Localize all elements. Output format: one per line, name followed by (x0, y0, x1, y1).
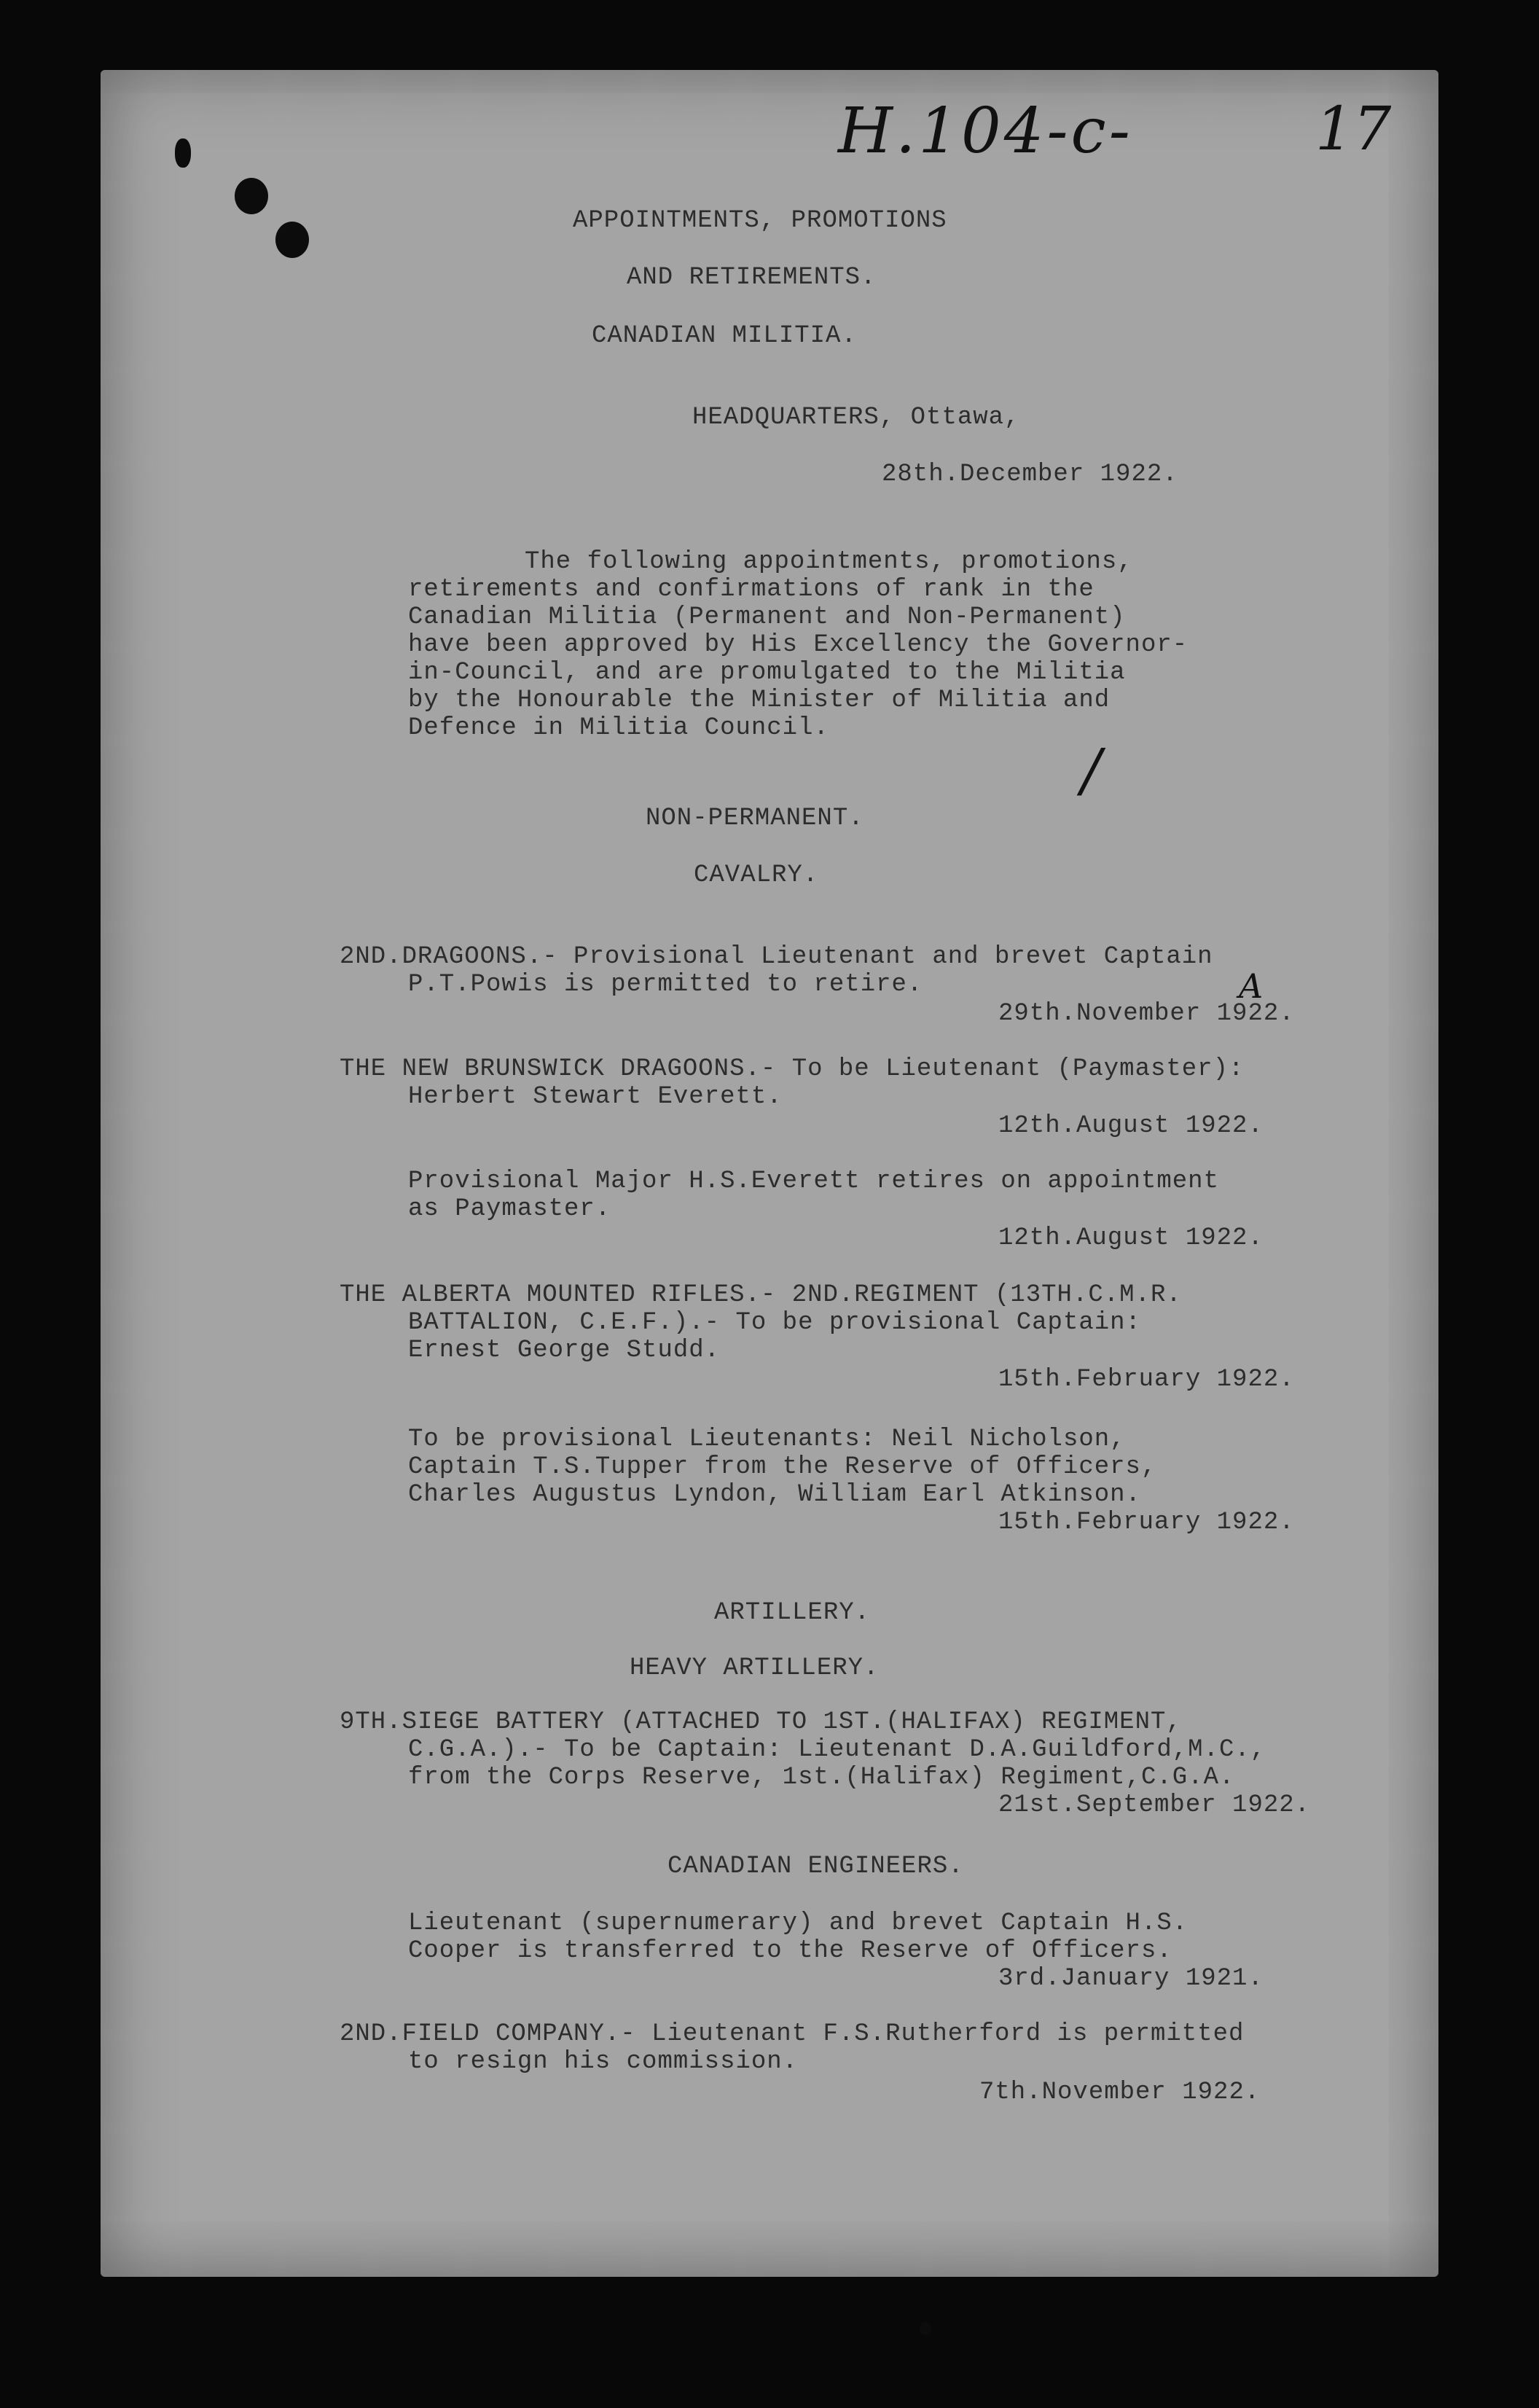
place-line: HEADQUARTERS, Ottawa, (692, 404, 1020, 431)
section-heading: HEAVY ARTILLERY. (630, 1654, 880, 1682)
punch-hole (235, 178, 268, 214)
preamble-line: by the Honourable the Minister of Militia and (408, 687, 1111, 714)
entry-date: 15th.February 1922. (998, 1509, 1295, 1536)
preamble-line: Defence in Militia Council. (408, 714, 829, 742)
section-heading: NON-PERMANENT. (646, 805, 864, 832)
entry-date: 29th.November 1922. (998, 1000, 1295, 1028)
entry-date: 12th.August 1922. (998, 1224, 1264, 1252)
page-number-annotation: 17 (1315, 95, 1392, 164)
entry-line: Lieutenant (supernumerary) and brevet Captain H.S. (408, 1909, 1188, 1937)
entry-line: Cooper is transferred to the Reserve of Officers. (408, 1937, 1172, 1965)
section-heading: CANADIAN ENGINEERS. (667, 1853, 964, 1880)
entry-line: Ernest George Studd. (408, 1337, 721, 1364)
entry-line: BATTALION, C.E.F.).- To be provisional Captain: (408, 1309, 1141, 1337)
entry-line: To be provisional Lieutenants: Neil Nicholson, (408, 1426, 1126, 1453)
entry-date: 15th.February 1922. (998, 1366, 1295, 1393)
punch-hole (275, 222, 309, 258)
document-title: APPOINTMENTS, PROMOTIONS (573, 207, 947, 235)
entry-line: Herbert Stewart Everett. (408, 1083, 783, 1111)
entry-line: 9TH.SIEGE BATTERY (ATTACHED TO 1ST.(HALIFAX) REGIMENT, (340, 1708, 1182, 1736)
ink-blot (175, 138, 191, 168)
entry-date: 12th.August 1922. (998, 1112, 1264, 1140)
entry-line: THE NEW BRUNSWICK DRAGOONS.- To be Lieutenant (Paymaster): (340, 1055, 1245, 1083)
document-title: AND RETIREMENTS. (627, 264, 877, 292)
entry-line: P.T.Powis is permitted to retire. (408, 971, 923, 998)
preamble-line: Canadian Militia (Permanent and Non-Permanent) (408, 603, 1126, 631)
section-heading: ARTILLERY. (714, 1599, 871, 1627)
preamble-line: have been approved by His Excellency the Governor- (408, 631, 1188, 659)
entry-line: as Paymaster. (408, 1195, 611, 1223)
entry-date: 7th.November 1922. (979, 2079, 1261, 2106)
entry-line: Provisional Major H.S.Everett retires on appointment (408, 1168, 1219, 1195)
entry-line: 2ND.DRAGOONS.- Provisional Lieutenant and brevet Captain (340, 943, 1213, 971)
entry-date: 21st.September 1922. (998, 1791, 1311, 1819)
ink-speck (920, 2322, 931, 2335)
entry-line: Charles Augustus Lyndon, William Earl Atkinson. (408, 1481, 1141, 1509)
entry-line: Captain T.S.Tupper from the Reserve of Officers, (408, 1453, 1157, 1481)
entry-line: THE ALBERTA MOUNTED RIFLES.- 2ND.REGIMENT (13TH.C.M.R. (340, 1281, 1182, 1309)
document-title: CANADIAN MILITIA. (592, 322, 857, 350)
file-number-annotation: H.104-c- (838, 95, 1133, 168)
margin-tick-annotation: / (1081, 736, 1101, 804)
date-line: 28th.December 1922. (882, 461, 1178, 488)
preamble-line: The following appointments, promotions, (525, 548, 1133, 576)
section-heading: CAVALRY. (694, 861, 819, 889)
entry-line: 2ND.FIELD COMPANY.- Lieutenant F.S.Rutherford is permitted (340, 2020, 1245, 2048)
entry-date: 3rd.January 1921. (998, 1965, 1264, 1993)
date-correction-annotation: A (1239, 966, 1264, 1006)
preamble-line: retirements and confirmations of rank in the (408, 576, 1094, 603)
entry-line: from the Corps Reserve, 1st.(Halifax) Regiment,C.G.A. (408, 1764, 1235, 1791)
entry-line: C.G.A.).- To be Captain: Lieutenant D.A.Guildford,M.C., (408, 1736, 1266, 1764)
entry-line: to resign his commission. (408, 2048, 799, 2076)
preamble-line: in-Council, and are promulgated to the Militia (408, 659, 1126, 687)
